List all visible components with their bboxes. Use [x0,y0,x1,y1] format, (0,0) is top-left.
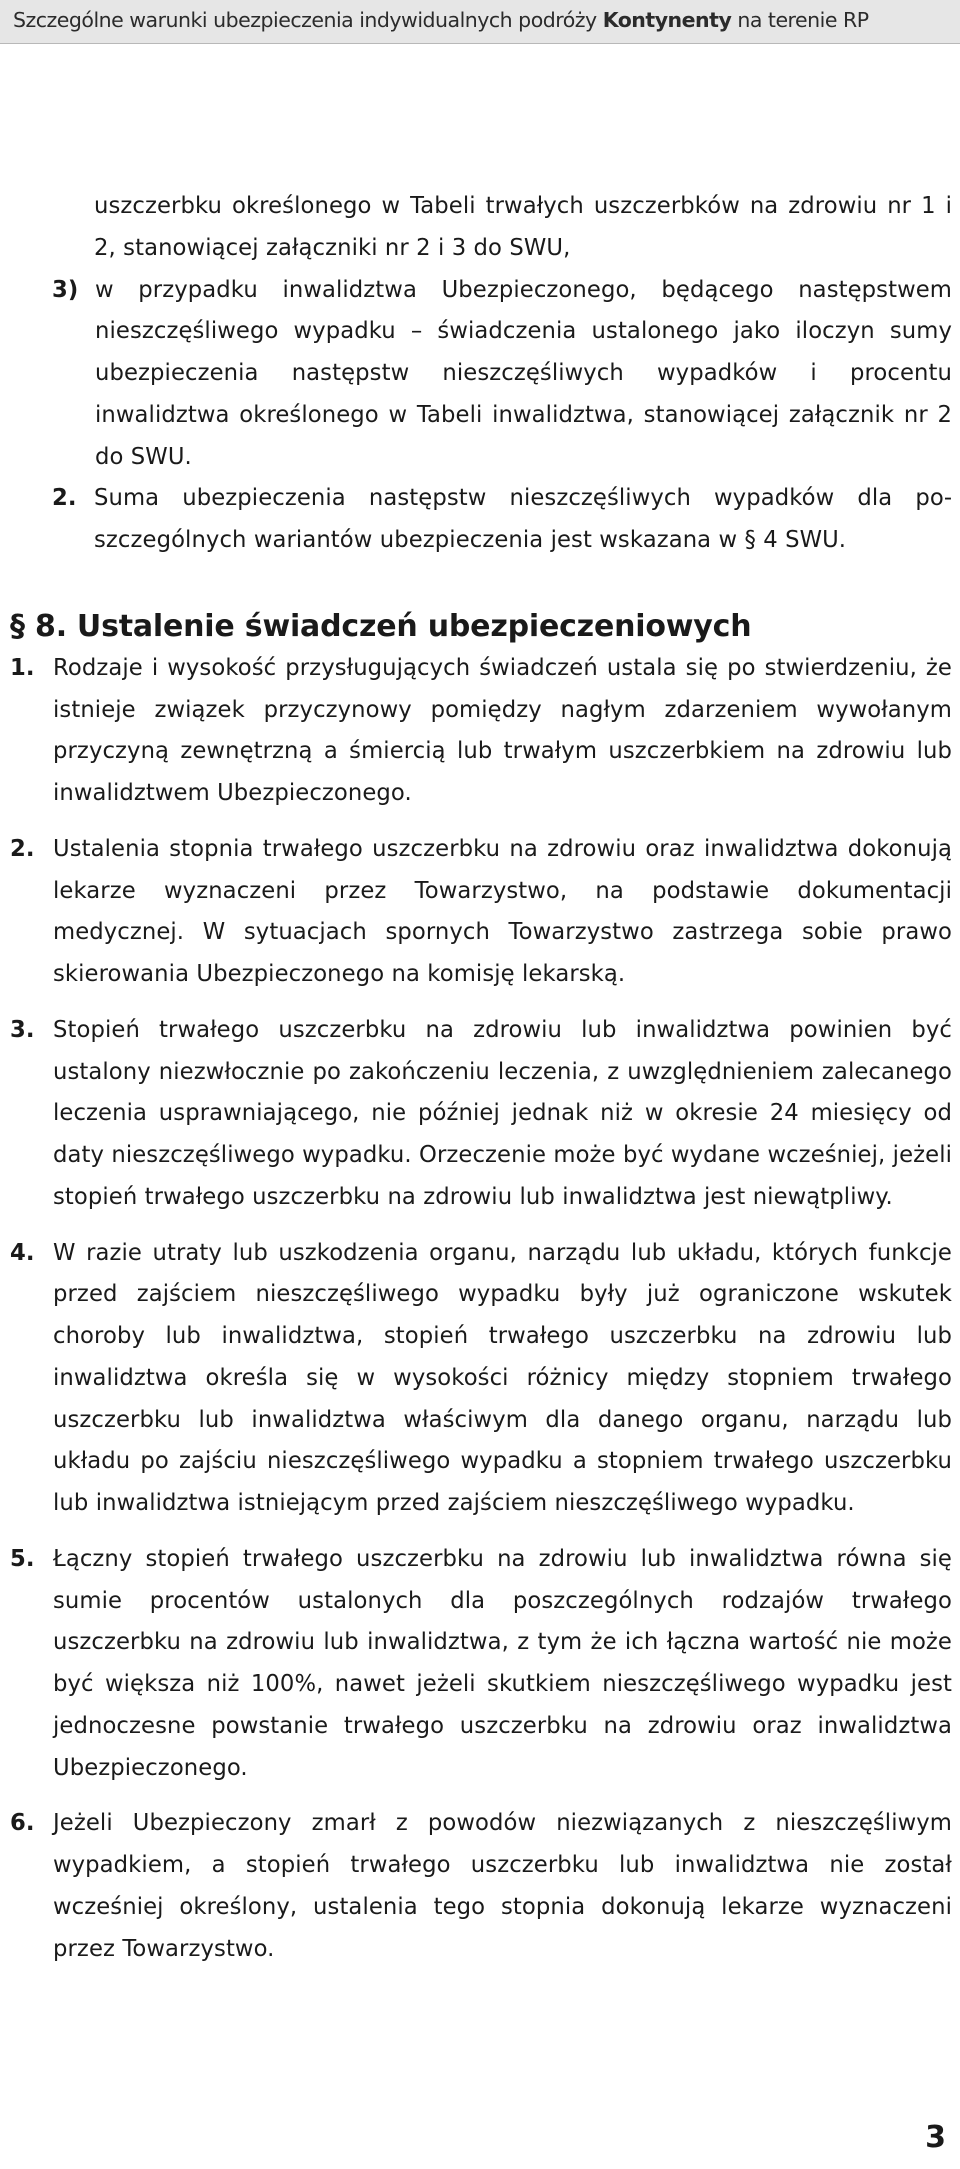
list-item-text: Łączny stopień trwałego uszczerbku na zdrowiu lub inwalidztwa równa się sumie procentów ustalonych dla poszczególnych rodzajów trwałego uszczerbku na zdrowiu lub inwalidztwa, z tym że ich łączna wartość nie może być większa niż 100%, nawet jeżeli skutkiem nieszczęśliwego wypadku jest jednoczesne powstanie trwałego uszczerbku na zdrowiu oraz inwalidztwa Ubezpieczonego. [53,1545,952,1781]
list-item-number: 5. [10,1545,35,1572]
list-item-text: Rodzaje i wysokość przysługujących świadczeń ustala się po stwierdzeniu, że istnieje związek przyczynowy pomiędzy nagłym zdarzeniem wywołanym przyczyną zewnętrzną a śmiercią lub trwałym uszczerbkiem na zdrowiu lub inwalidztwem Ubezpieczonego. [53,654,952,806]
list-item-number: 4. [10,1239,35,1266]
list-item-text: W razie utraty lub uszkodzenia organu, narządu lub układu, których funkcje przed zajściem nieszczęśliwego wypadku były już ograniczone wskutek choroby lub inwalidztwa, stopień trwałego uszczerbku na zdrowiu lub inwalidztwa określa się w wysokości różnicy między stopniem trwałego uszczerbku lub inwalidztwa właściwym dla danego organu, narządu lub układu po zajściu nieszczęśliwego wypadku a stopniem trwałego uszczerbku lub inwalidztwa istniejącym przed zajściem nieszczęśliwego wypadku. [53,1239,952,1516]
list-item-number: 6. [10,1810,35,1837]
section-symbol: § 8. [10,608,67,644]
document-body [10,186,952,1970]
point-number: 2. [52,485,77,512]
section-title: Ustalenie świadczeń ubezpieczeniowych [76,608,752,644]
sub-item-3 [52,270,952,479]
list-item [10,829,952,996]
header-title-bold: Kontynenty [602,8,732,32]
sub-item-number: 3) [52,276,79,303]
list-item [10,1803,952,1970]
header-title [13,8,869,32]
list-item [10,1539,952,1790]
section-items [10,648,952,1971]
header-title-part2: na terenie RP [731,8,869,32]
page-header [0,0,960,44]
list-item-number: 3. [10,1016,35,1043]
list-item [10,1233,952,1525]
list-item-number: 2. [10,835,35,862]
list-item-text: Stopień trwałego uszczerbku na zdrowiu lub inwalidztwa powinien być ustalony niezwłocznie po zakończeniu leczenia, z uwzględnieniem zalecanego leczenia usprawniającego, nie później jednak niż w okresie 24 miesięcy od daty nieszczęśliwego wypadku. Orzeczenie może być wydane wcześniej, jeżeli stopień trwałego uszczerbku na zdrowiu lub inwalidztwa jest niewątpliwy. [53,1016,952,1210]
section-heading [10,606,952,648]
list-item [10,648,952,815]
list-item-text: Jeżeli Ubezpieczony zmarł z powodów niezwiązanych z nieszczęśliwym wypadkiem, a stopień trwałego uszczerbku lub inwalidztwa nie został wcześniej określony, ustalenia tego stopnia dokonują lekarze wyznaczeni przez Towarzystwo. [53,1810,952,1962]
item-continuation: uszczerbku określonego w Tabeli trwałych uszczerbków na zdrowiu nr 1 i 2, stanowiącej załączniki nr 2 i 3 do SWU, [94,193,952,261]
list-item-number: 1. [10,654,35,681]
sub-item-text: w przypadku inwalidztwa Ubezpieczonego, będącego następstwem nieszczęśliwego wypadku – świadczenia ustalonego jako iloczyn sumy ubezpieczenia następstw nieszczęśliwych wypadków i procentu inwalidztwa określonego w Tabeli inwalidztwa, stanowiącej załącznik nr 2 do SWU. [95,276,952,470]
point-text: Suma ubezpieczenia następstw nieszczęśliwych wypadków dla poszczególnych wariantów ubezpieczenia jest wskazana w § 4 SWU. [94,485,952,553]
page-number: 3 [925,2120,946,2155]
point-2 [52,478,952,562]
list-item-text: Ustalenia stopnia trwałego uszczerbku na zdrowiu oraz inwalidztwa dokonują lekarze wyznaczeni przez Towarzystwo, na podstawie dokumentacji medycznej. W sytuacjach spornych Towarzystwo zastrzega sobie prawo skierowania Ubezpieczonego na komisję lekarską. [53,835,952,987]
header-title-part1: Szczególne warunki ubezpieczenia indywidualnych podróży [13,8,603,32]
list-item [10,1010,952,1219]
